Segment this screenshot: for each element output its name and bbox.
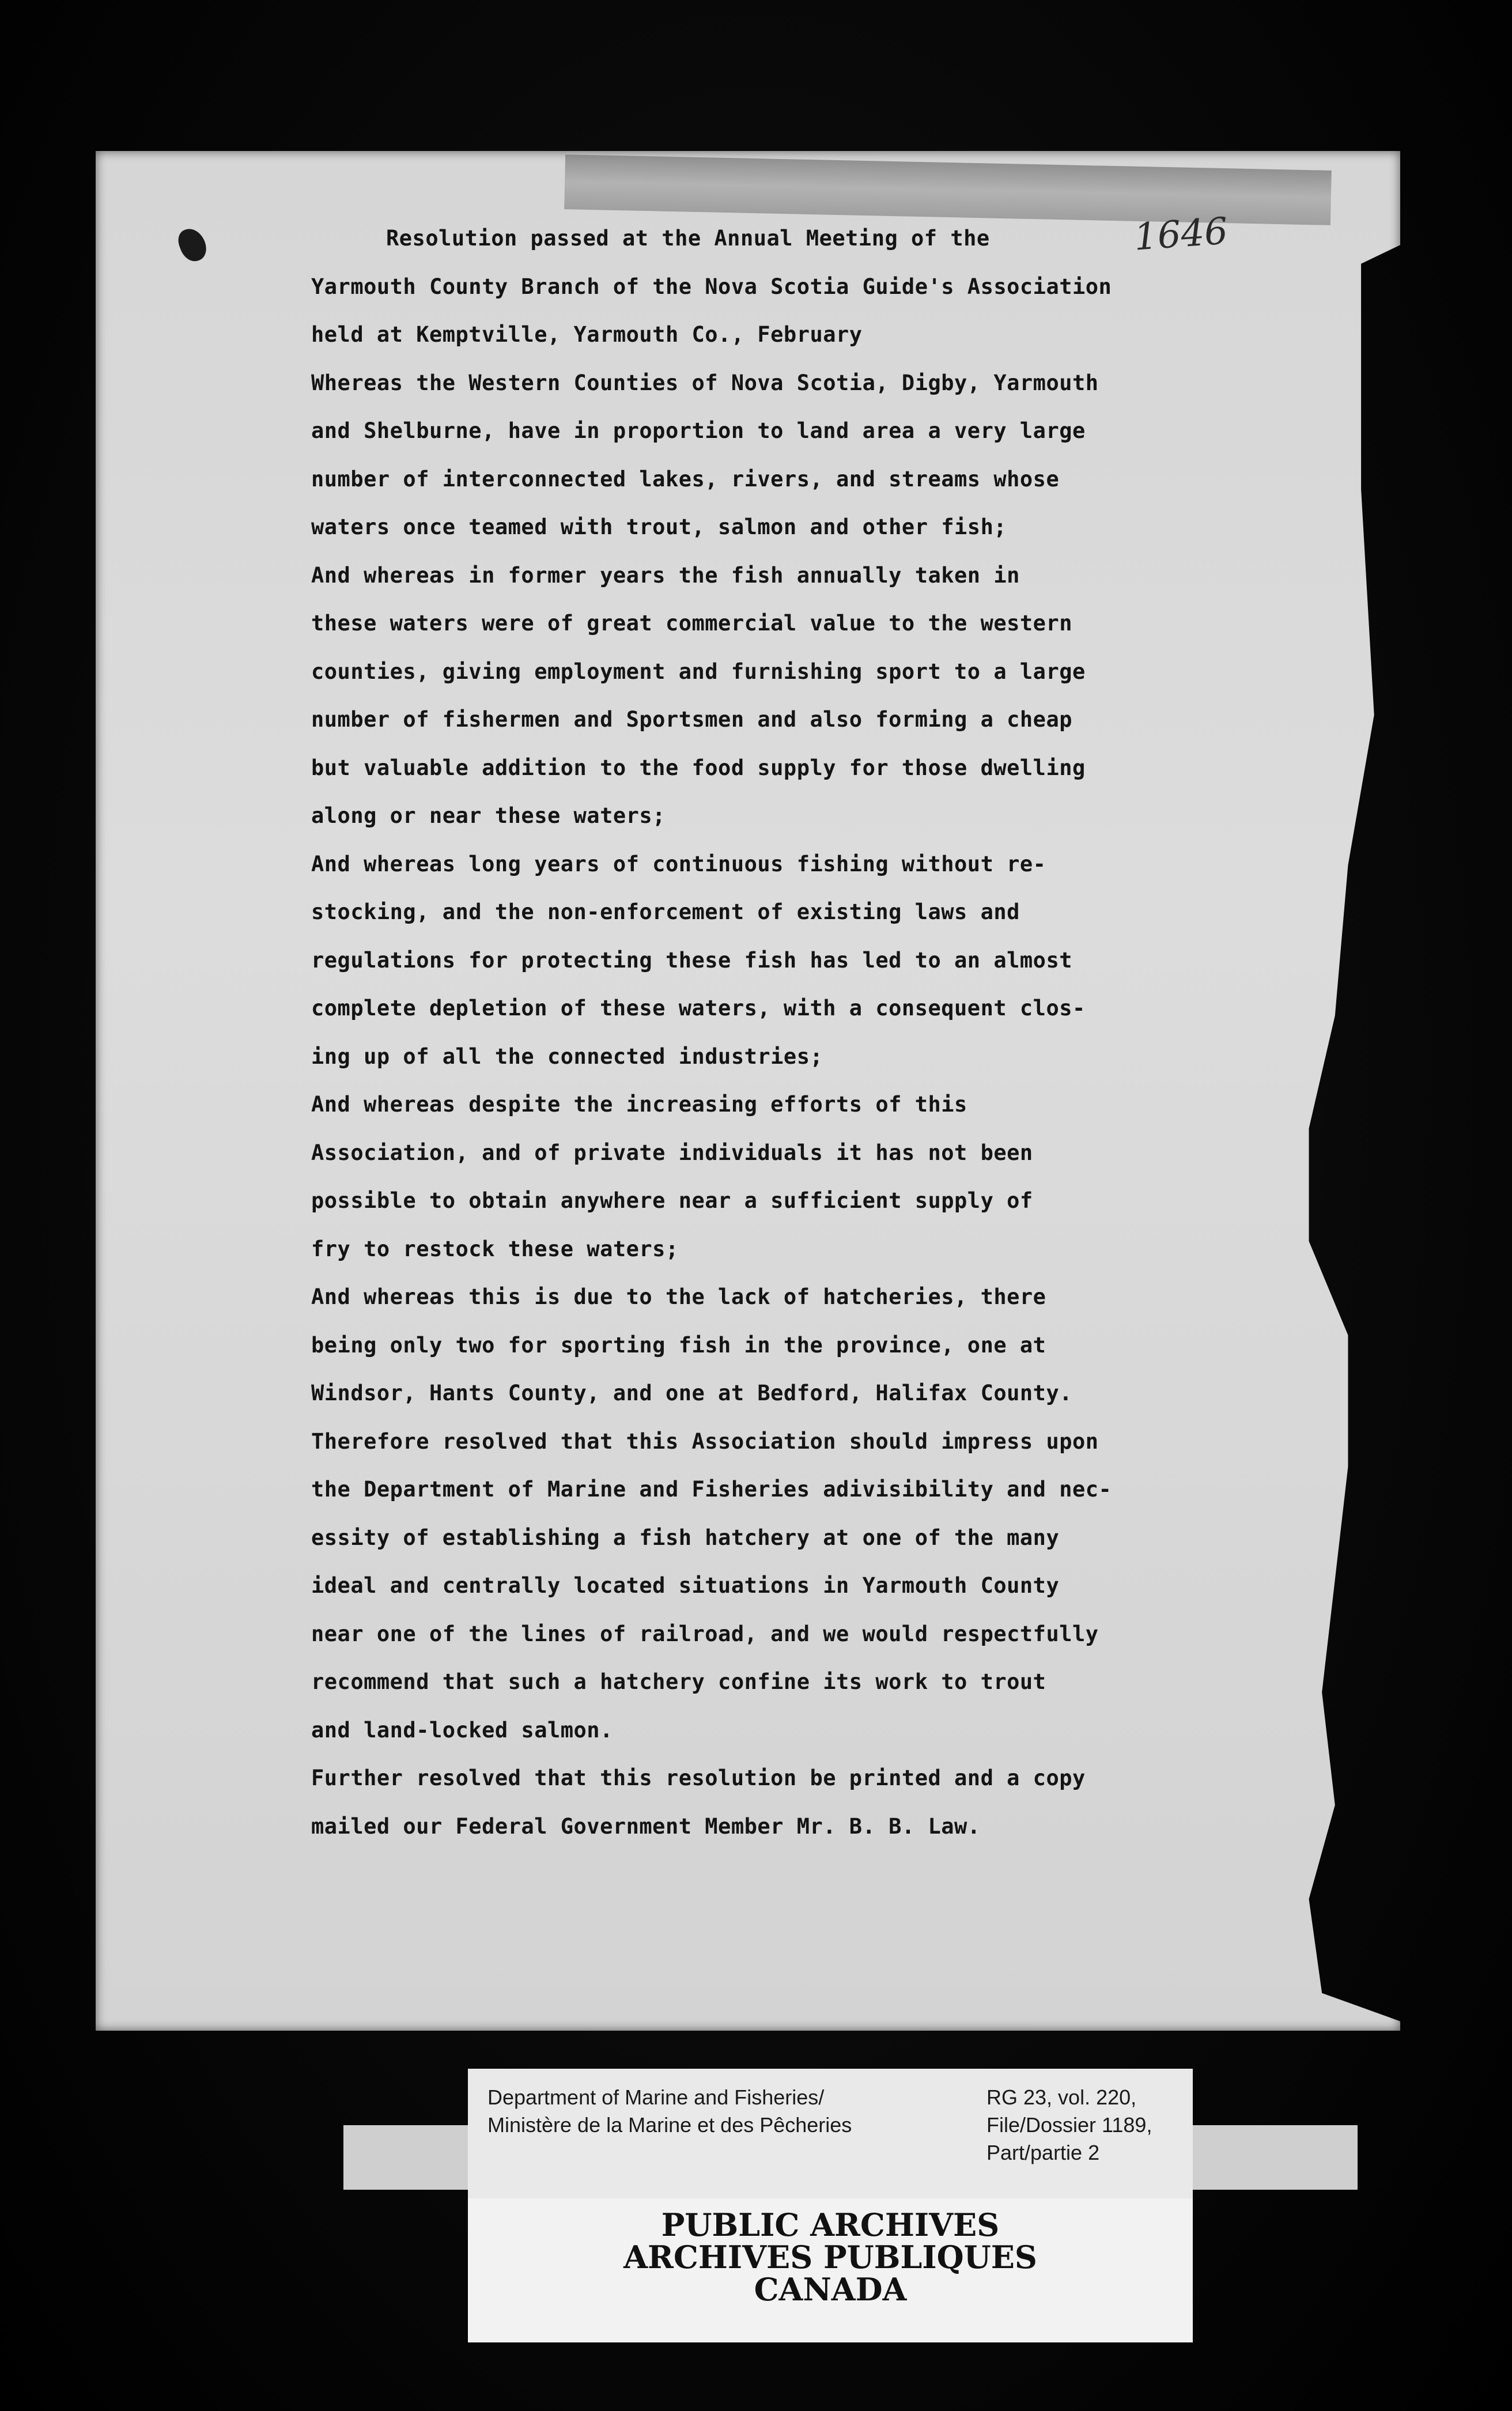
text-line: recommend that such a hatchery confine its work to trout <box>311 1669 1046 1694</box>
text-line: being only two for sporting fish in the province, one at <box>311 1332 1046 1358</box>
text-line: and land-locked salmon. <box>311 1717 613 1743</box>
archive-reference-label <box>468 2069 1193 2198</box>
text-line: regulations for protecting these fish has led to an almost <box>311 947 1073 973</box>
text-line: complete depletion of these waters, with a consequent clos- <box>311 996 1086 1021</box>
stamp-line-french: ARCHIVES PUBLIQUES <box>623 2239 1037 2276</box>
text-line: fry to restock these waters; <box>311 1236 679 1261</box>
stamp-line-english: PUBLIC ARCHIVES <box>661 2206 1000 2243</box>
text-line: ing up of all the connected industries; <box>311 1044 823 1069</box>
text-line: Windsor, Hants County, and one at Bedford, Halifax County. <box>311 1381 1073 1405</box>
text-line: Further resolved that this resolution be printed and a copy <box>311 1766 1086 1790</box>
text-line: And whereas in former years the fish annually taken in <box>311 562 1020 588</box>
public-archives-stamp <box>468 2198 1193 2342</box>
text-line: number of fishermen and Sportsmen and also forming a cheap <box>311 707 1073 732</box>
text-line: mailed our Federal Government Member Mr. B. B. Law. <box>311 1813 981 1839</box>
text-line: Whereas the Western Counties of Nova Scotia, Digby, Yarmouth <box>311 370 1099 395</box>
text-line: Therefore resolved that this Association should impress upon <box>311 1429 1099 1454</box>
text-line: along or near these waters; <box>311 803 666 828</box>
record-group-line: RG 23, vol. 220, <box>986 2085 1137 2109</box>
ministry-line-french: Ministère de la Marine et des Pêcheries <box>487 2113 852 2137</box>
text-line: near one of the lines of railroad, and we would respectfully <box>311 1621 1099 1646</box>
text-line: And whereas despite the increasing efforts of this <box>311 1092 967 1117</box>
text-line: Resolution passed at the Annual Meeting of the <box>386 226 990 251</box>
ministry-line-english: Department of Marine and Fisheries/ <box>487 2085 825 2109</box>
text-line: the Department of Marine and Fisheries adivisibility and nec- <box>311 1477 1112 1502</box>
stamp-line-country: CANADA <box>754 2271 907 2308</box>
text-line: these waters were of great commercial value to the western <box>311 611 1073 636</box>
handwritten-page-number: 1646 <box>1132 210 1230 259</box>
file-reference <box>986 2084 1152 2167</box>
text-line: And whereas this is due to the lack of hatcheries, there <box>311 1284 1046 1309</box>
text-line: and Shelburne, have in proportion to land area a very large <box>311 418 1086 443</box>
text-line: Yarmouth County Branch of the Nova Scotia Guide's Association <box>311 274 1112 299</box>
label-tab-left <box>343 2125 468 2190</box>
text-line: stocking, and the non-enforcement of existing laws and <box>311 900 1020 924</box>
text-line: essity of establishing a fish hatchery at one of the many <box>311 1525 1060 1550</box>
file-dossier-line: File/Dossier 1189, <box>986 2113 1152 2137</box>
resolution-body <box>311 214 1325 1850</box>
label-tab-right <box>1193 2125 1358 2190</box>
text-line: number of interconnected lakes, rivers, and streams whose <box>311 466 1060 492</box>
text-line: but valuable addition to the food supply for those dwelling <box>311 755 1086 780</box>
text-line: counties, giving employment and furnishing sport to a large <box>311 659 1086 684</box>
ministry-reference <box>487 2084 852 2139</box>
text-line: ideal and centrally located situations in Yarmouth County <box>311 1573 1060 1598</box>
text-line: And whereas long years of continuous fishing without re- <box>311 851 1046 876</box>
text-line: waters once teamed with trout, salmon and other fish; <box>311 515 1007 539</box>
text-line: possible to obtain anywhere near a sufficient supply of <box>311 1188 1033 1213</box>
part-line: Part/partie 2 <box>986 2141 1100 2164</box>
text-line: held at Kemptville, Yarmouth Co., February <box>311 322 863 347</box>
text-line: Association, and of private individuals it has not been <box>311 1140 1033 1165</box>
